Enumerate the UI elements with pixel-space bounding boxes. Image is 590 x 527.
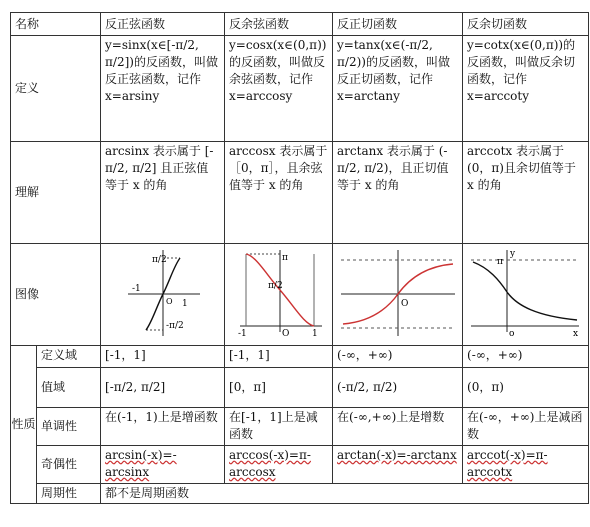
arcsin-tick-npi2: -π/2 [165, 321, 184, 331]
graph-label: 图像 [11, 244, 101, 346]
arctan-graph [337, 246, 459, 338]
definition-arcsin: y=sinx(x∈[-π/2, π/2])的反函数，叫做反正弦函数，记作 x=arsiny [101, 36, 225, 142]
header-arctan: 反正切函数 [333, 13, 463, 36]
definition-label: 定义 [11, 36, 101, 142]
graph-arccos-cell [225, 244, 333, 346]
graph-arctan-cell [333, 244, 463, 346]
range-arctan: (-π/2, π/2) [333, 368, 463, 408]
domain-row [11, 346, 589, 368]
header-row [11, 13, 589, 36]
range-arcsin: [-π/2, π/2] [101, 368, 225, 408]
meaning-arccos: arccosx 表示属于［0，π］，且余弦值等于 x 的角 [225, 142, 333, 244]
arcsin-tick-m1: -1 [131, 284, 141, 294]
monotonic-label: 单调性 [37, 408, 101, 446]
header-arccos: 反余弦函数 [225, 13, 333, 36]
parity-arccos: arccos(-x)=π-arccosx [225, 446, 333, 484]
domain-arccos: [-1，1] [225, 346, 333, 368]
monotonic-arctan: 在(-∞,+∞)上是增数 [333, 408, 463, 446]
arccot-curve [473, 262, 577, 320]
inverse-trig-table [10, 12, 589, 504]
arccos-graph [230, 246, 328, 338]
arccos-tick-pi: π [281, 253, 288, 263]
parity-arccot: arccot(-x)=π-arccotx [463, 446, 589, 484]
period-value: 都不是周期函数 [101, 484, 589, 504]
arccos-tick-p1: 1 [311, 329, 318, 338]
arcsin-tick-p1: 1 [181, 299, 188, 309]
parity-arcsin: arcsin(-x)=-arcsinx [101, 446, 225, 484]
arcsin-tick-pi2: π/2 [151, 255, 167, 265]
monotonic-arccos: 在[-1，1]上是减函数 [225, 408, 333, 446]
range-row [11, 368, 589, 408]
domain-arcsin: [-1，1] [101, 346, 225, 368]
header-arccot: 反余切函数 [463, 13, 589, 36]
period-label: 周期性 [37, 484, 101, 504]
range-arccos: [0，π] [225, 368, 333, 408]
arccot-axis-y: y [509, 249, 515, 259]
definition-arccos: y=cosx(x∈(0,π))的反函数，叫做反余弦函数，记作 x=arccosy [225, 36, 333, 142]
domain-arctan: (-∞，+∞) [333, 346, 463, 368]
arccos-tick-pi2: π/2 [267, 281, 283, 291]
arccot-axis-x: x [572, 329, 578, 338]
domain-arccot: (-∞，+∞) [463, 346, 589, 368]
graph-arccot-cell [463, 244, 589, 346]
meaning-arccot: arccotx 表示属于 (0，π)且余切值等于 x 的角 [463, 142, 589, 244]
range-label: 值域 [37, 368, 101, 408]
properties-label: 性质 [11, 346, 37, 504]
arccot-origin: o [508, 329, 514, 338]
monotonic-arcsin: 在(-1，1)上是增函数 [101, 408, 225, 446]
graph-row [11, 244, 589, 346]
header-name-cell: 名称 [11, 13, 101, 36]
arcsin-origin: O [165, 297, 173, 306]
monotonic-row [11, 408, 589, 446]
arctan-origin: O [400, 299, 408, 309]
arccos-origin: O [281, 329, 289, 338]
parity-arctan: arctan(-x)=-arctanx [333, 446, 463, 484]
meaning-arcsin: arcsinx 表示属于 [-π/2, π/2] 且正弦值等于 x 的角 [101, 142, 225, 244]
arccot-graph [467, 246, 585, 338]
period-row [11, 484, 589, 504]
parity-row [11, 446, 589, 484]
arccot-tick-pi: π [496, 257, 503, 267]
meaning-row [11, 142, 589, 244]
parity-label: 奇偶性 [37, 446, 101, 484]
arcsin-graph [108, 246, 218, 338]
arccos-tick-m1: -1 [237, 329, 247, 338]
range-arccot: (0，π) [463, 368, 589, 408]
header-arcsin: 反正弦函数 [101, 13, 225, 36]
definition-arctan: y=tanx(x∈(-π/2, π/2))的反函数，叫做反正切函数，记作 x=arctany [333, 36, 463, 142]
graph-arcsin-cell [101, 244, 225, 346]
meaning-arctan: arctanx 表示属于 (-π/2, π/2)，且正切值等于 x 的角 [333, 142, 463, 244]
definition-arccot: y=cotx(x∈(0,π))的反函数，叫做反余切函数，记作 x=arccoty [463, 36, 589, 142]
domain-label: 定义域 [37, 346, 101, 368]
definition-row [11, 36, 589, 142]
meaning-label: 理解 [11, 142, 101, 244]
monotonic-arccot: 在(-∞，+∞)上是减函数 [463, 408, 589, 446]
